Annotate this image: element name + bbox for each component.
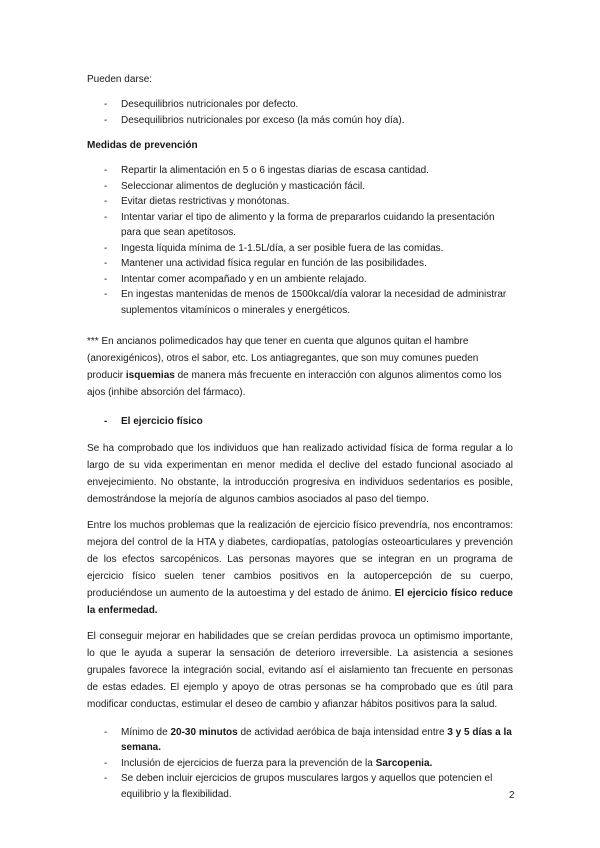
exercise-paragraph-3: El conseguir mejorar en habilidades que se creían perdidas provoca un optimismo importante, lo que le ayuda a superar la sensación de deterioro irreversible. La asistencia a sesiones grupales favorece la integración social, evitando así el aislamiento tan frecuente en personas de estas edades. El ejemplo y apoyo de otras personas se ha comprobado que es útil para modificar conductas, estimular el deseo de cambio y afianzar hábitos positivos para la salud.	[87, 630, 513, 710]
exercise-paragraph-2	[87, 517, 513, 619]
exercise-paragraph-1: Se ha comprobado que los individuos que han realizado actividad física de forma regular a lo largo de su vida experimentan en menor medida el declive del estado funcional asociado al envejecimiento. No obstante, la introducción progresiva en individuos sedentarios es posible, demostrándose la mejoría de algunos cambios asociados al paso del tiempo.	[87, 442, 513, 505]
item-text: Mínimo de	[121, 726, 171, 738]
note-text: *** En ancianos polimedicados hay que tener en cuenta que algunos quitan el hambre (anorexigénicos), otros el sabor, etc. Los antiagregantes, que son muy comunes pueden producir	[87, 336, 479, 381]
list-item	[87, 725, 513, 756]
intro-text: Pueden darse:	[87, 74, 153, 85]
list-item: - Se deben incluir ejercicios de grupos musculares largos y aquellos que potencien el equilibrio y la flexibilidad.	[87, 771, 513, 802]
item-bold-text: 20-30 minutos	[170, 726, 238, 738]
list-item	[87, 756, 513, 772]
exercise-heading: - El ejercicio físico	[87, 414, 513, 430]
list-item: - Seleccionar alimentos de deglución y masticación fácil.	[87, 179, 513, 195]
list-item: - Mantener una actividad física regular en función de las posibilidades.	[87, 256, 513, 272]
list-item: - En ingestas mantenidas de menos de 1500kcal/día valorar la necesidad de administrar suplementos vitamínicos o minerales y energéticos.	[87, 287, 513, 318]
item-bold-text: 3 y 5 días a la semana.	[121, 726, 512, 753]
exercise-recommendations-list	[87, 725, 513, 803]
list-item: - Intentar comer acompañado y en un ambiente relajado.	[87, 272, 513, 288]
paragraph-text: Entre los muchos problemas que la realización de ejercicio físico prevendría, nos encontramos: mejora del control de la HTA y diabetes, cardiopatías, patologías osteoarticulares y prevención de los efectos sarcopénicos. Las personas mayores que se integran en un programa de ejercicio físico suelen tener cambios positivos en la autopercepción de su cuerpo, produciéndose un aumento de la autoestima y del estado de ánimo.	[87, 519, 513, 599]
polymedicated-note	[87, 333, 513, 401]
page-content	[87, 71, 513, 802]
list-item: - Intentar variar el tipo de alimento y la forma de prepararlos cuidando la presentación para que sean apetitosos.	[87, 210, 513, 241]
list-item: - Desequilibrios nutricionales por defecto.	[87, 97, 513, 113]
list-item: - Ingesta líquida mínima de 1-1.5L/día, a ser posible fuera de las comidas.	[87, 241, 513, 257]
note-bold-term: isquemias	[125, 370, 175, 381]
item-text: Inclusión de ejercicios de fuerza para la prevención de la	[121, 757, 376, 769]
item-text: de actividad aeróbica de baja intensidad entre	[237, 726, 448, 738]
paragraph-bold-text: El ejercicio físico reduce la enfermedad.	[87, 587, 513, 616]
item-bold-text: Sarcopenia.	[375, 757, 433, 769]
prevention-list	[87, 163, 513, 318]
note-text: de manera más frecuente en interacción con algunos alimentos como los ajos (inhibe absorción del fármaco).	[87, 370, 502, 398]
list-item: - Repartir la alimentación en 5 o 6 ingestas diarias de escasa cantidad.	[87, 163, 513, 179]
list-item: - Desequilibrios nutricionales por exceso (la más común hoy día).	[87, 113, 513, 129]
exercise-heading-list	[87, 414, 513, 430]
prevention-heading: Medidas de prevención	[87, 140, 198, 151]
list-item: - Evitar dietas restrictivas y monótonas.	[87, 194, 513, 210]
page-number: 2	[509, 790, 515, 801]
nutrition-imbalance-list	[87, 97, 513, 128]
